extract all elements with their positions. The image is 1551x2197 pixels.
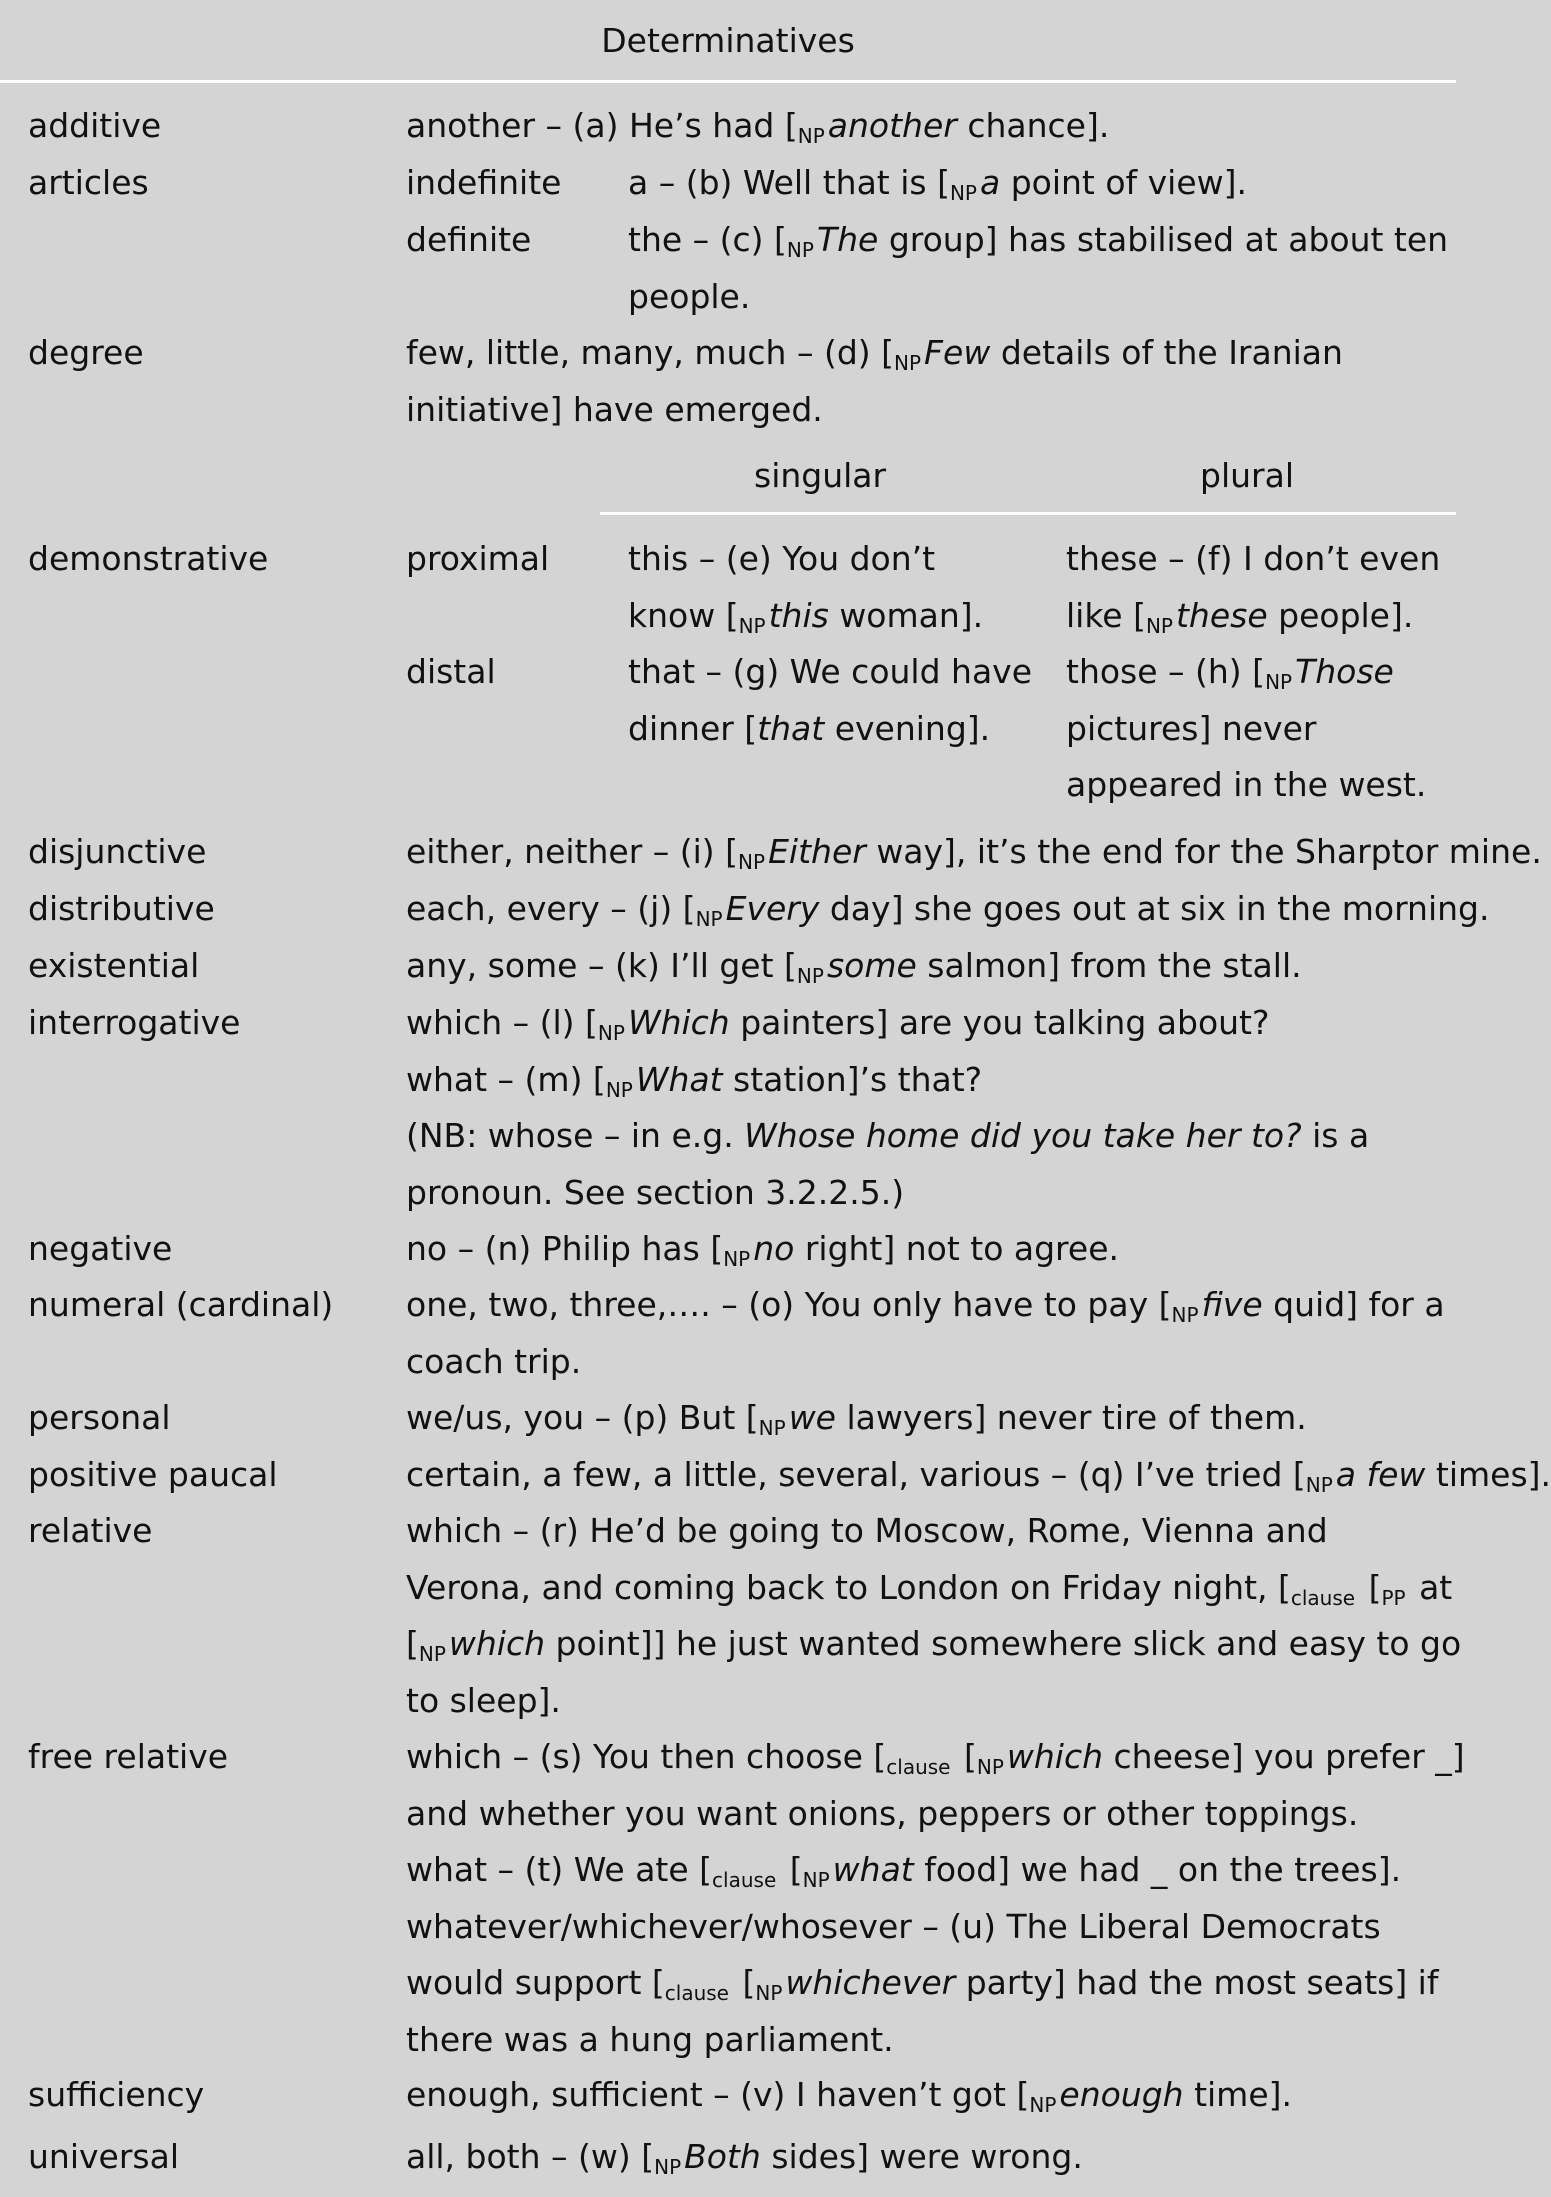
category-label: personal — [28, 1398, 171, 1437]
row-content: one, two, three,…. – (o) You only have to pay [$_{NP}five$ quid] for a coach trip. — [406, 1285, 1445, 1381]
row-content: which – (l) [$_{NP}Which$ painters] are you talking about? what – (m) [$_{NP}What$ station]’s that? (NB: whose – in e.g. Whose home did you take her to? is a pronoun. See section 3.2.2.5.) — [406, 1003, 1370, 1212]
category-label: free relative — [28, 1737, 229, 1776]
column-header-divider — [600, 512, 1456, 515]
row-content — [406, 98, 1436, 155]
example-line: another – (a) He’s had [$_{NP}another$ chance]. — [406, 106, 1110, 148]
np-subscript: NP — [976, 1755, 1004, 1779]
row-content: any, some – (k) I’ll get [$_{NP}some$ salmon] from the stall. — [406, 946, 1302, 988]
category-label: articles — [28, 163, 149, 202]
distal-label: distal — [406, 652, 496, 691]
category-label: demonstrative — [28, 539, 269, 578]
np-subscript: NP — [1265, 670, 1293, 694]
row-content: which – (s) You then choose [$_{clause}$ [$_{NP}which$ cheese] you prefer _] and whether you want onions, peppers or other toppings. what – (t) We ate [$_{clause}$ [$_{NP}what$ food] we had _ on the trees]. whatever/whichever/whosever – (u) The Liberal Democrats would support [$_{clause}$ [$_{NP}whichever$ party] had the most seats] if there was a hung parliament. — [406, 1737, 1465, 2059]
title-divider — [0, 80, 1456, 83]
category-label: relative — [28, 1511, 153, 1550]
np-subscript: NP — [755, 1981, 783, 2006]
distal-plural: those – (h) [$_{NP}Those$ pictures] never appeared in the west. — [1066, 652, 1427, 805]
row-content: we/us, you – (p) But [$_{NP}we$ lawyers] never tire of them. — [406, 1398, 1307, 1440]
column-header-plural: plural — [1200, 456, 1294, 495]
category-label: sufficiency — [28, 2075, 205, 2114]
np-subscript: NP — [786, 238, 814, 262]
clause-subscript: clause — [664, 1981, 729, 2006]
np-subscript: NP — [1029, 2093, 1057, 2117]
np-subscript: NP — [654, 2155, 682, 2179]
category-label: universal — [28, 2137, 179, 2176]
category-label: existential — [28, 946, 200, 985]
np-subscript: NP — [1145, 613, 1173, 638]
clause-subscript: clause — [886, 1755, 951, 1779]
proximal-singular: this – (e) You don’t know [$_{NP}this$ woman]. — [628, 539, 984, 638]
np-subscript: NP — [1171, 1303, 1199, 1327]
np-subscript: NP — [894, 351, 922, 375]
row-content: certain, a few, a little, several, various – (q) I’ve tried [$_{NP}a$ few times]. — [406, 1455, 1551, 1497]
column-header-singular: singular — [754, 456, 887, 495]
np-subscript: NP — [758, 1416, 786, 1440]
np-subscript: NP — [797, 124, 825, 148]
indefinite-label: indefinite — [406, 163, 562, 202]
category-label: disjunctive — [28, 832, 207, 871]
indefinite-example: a – (b) Well that is [$_{NP}a$ point of view]. — [628, 163, 1248, 205]
pp-subscript: PP — [1381, 1585, 1406, 1610]
np-subscript: NP — [1305, 1473, 1333, 1497]
clause-subscript: clause — [712, 1868, 777, 1893]
category-label: negative — [28, 1229, 173, 1268]
np-subscript: NP — [796, 964, 824, 988]
row-content: either, neither – (i) [$_{NP}Either$ way], it’s the end for the Sharptor mine. — [406, 832, 1542, 874]
proximal-plural: these – (f) I don’t even like [$_{NP}these$ people]. — [1066, 539, 1441, 638]
np-subscript: NP — [949, 181, 977, 205]
table-title — [0, 0, 1456, 80]
definite-example: the – (c) [$_{NP}The$ group] has stabilised at about ten people. — [628, 220, 1449, 316]
np-subscript: NP — [802, 1868, 830, 1893]
np-subscript: NP — [695, 907, 723, 931]
np-subscript: NP — [738, 613, 766, 638]
clause-subscript: clause — [1290, 1585, 1356, 1610]
row-content: all, both – (w) [$_{NP}Both$ sides] were wrong. — [406, 2137, 1083, 2179]
category-label: positive paucal — [28, 1455, 278, 1494]
row-content: few, little, many, much – (d) [$_{NP}Few$ details of the Iranian initiative] have emerged. — [406, 333, 1343, 429]
table-title-text: Determinatives — [601, 20, 855, 60]
category-label: additive — [28, 106, 162, 145]
definite-label: definite — [406, 220, 532, 259]
row-content: enough, sufficient – (v) I haven’t got [$_{NP}enough$ time]. — [406, 2075, 1292, 2117]
np-subscript: NP — [738, 850, 766, 874]
category-label: degree — [28, 333, 144, 372]
np-subscript: NP — [605, 1077, 633, 1102]
category-label: distributive — [28, 889, 215, 928]
proximal-label: proximal — [406, 539, 550, 578]
row-content: which – (r) He’d be going to Moscow, Rome, Vienna and Verona, and coming back to London on Friday night, [$_{clause}$ [$_{PP}$ at [$_{NP}which$ point]] he just wanted somewhere slick and easy to go to sleep]. — [406, 1511, 1462, 1720]
category-label: interrogative — [28, 1003, 241, 1042]
np-subscript: NP — [723, 1247, 751, 1271]
row-content: each, every – (j) [$_{NP}Every$ day] she goes out at six in the morning. — [406, 889, 1490, 931]
np-subscript: NP — [418, 1642, 446, 1667]
row-content: no – (n) Philip has [$_{NP}no$ right] not to agree. — [406, 1229, 1119, 1271]
category-label: numeral (cardinal) — [28, 1285, 334, 1324]
np-subscript: NP — [597, 1021, 625, 1045]
distal-singular: that – (g) We could have dinner [that evening]. — [628, 652, 1032, 748]
